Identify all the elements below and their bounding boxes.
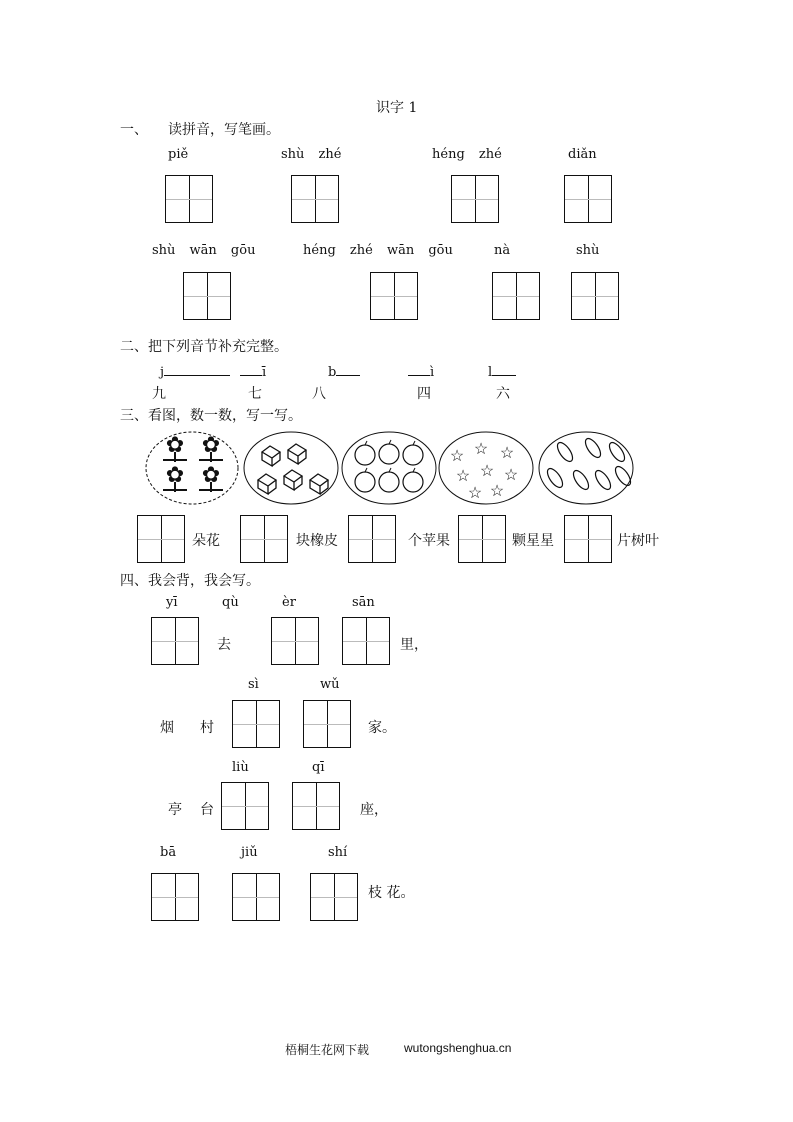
writing-box[interactable]: [165, 175, 213, 223]
writing-box[interactable]: [232, 700, 280, 748]
syllable-prefix: j: [160, 365, 165, 380]
section2-heading: 二、把下列音节补充完整。: [120, 339, 288, 355]
leaf-icon: [545, 466, 566, 490]
page-title: 识字 1: [376, 100, 418, 116]
syllable-blank[interactable]: [328, 363, 360, 380]
star-icon: ☆: [473, 439, 489, 458]
section1-number: 一、: [120, 122, 148, 138]
hanzi-char: 九: [152, 386, 166, 402]
hanzi-char: 八: [312, 386, 326, 402]
pinyin-label: qù: [222, 595, 239, 610]
flower-icon: ✿: [201, 463, 221, 488]
star-icon: ☆: [489, 481, 505, 500]
apple-stem: [413, 468, 415, 472]
syllable-blank[interactable]: [240, 363, 266, 380]
writing-box[interactable]: [571, 272, 619, 320]
poem-text: 烟: [160, 720, 174, 736]
hanzi-char: 七: [248, 386, 262, 402]
syllable-blank[interactable]: [160, 363, 230, 380]
count-box[interactable]: [458, 515, 506, 563]
writing-box[interactable]: [310, 873, 358, 921]
apple-stem: [413, 441, 415, 445]
syllable-blank[interactable]: [408, 363, 434, 380]
pinyin-label: liù: [232, 760, 249, 775]
count-label: 个苹果: [408, 533, 450, 549]
writing-box[interactable]: [271, 617, 319, 665]
writing-box[interactable]: [303, 700, 351, 748]
count-label: 朵花: [192, 533, 220, 549]
writing-box[interactable]: [291, 175, 339, 223]
writing-box[interactable]: [492, 272, 540, 320]
apple-icon: [355, 472, 375, 492]
pinyin-label: shù wān gōu: [152, 243, 256, 258]
eraser-icon: [284, 470, 302, 490]
flowers-picture: [143, 430, 241, 506]
star-icon: ☆: [455, 466, 471, 485]
pinyin-label: èr: [282, 595, 296, 610]
pinyin-label: shù zhé: [281, 147, 342, 162]
footer-site-name: 梧桐生花网下载: [285, 1043, 370, 1057]
count-box[interactable]: [348, 515, 396, 563]
leaf-icon: [571, 468, 592, 492]
pinyin-label: bā: [160, 845, 177, 860]
pinyin-label: sān: [352, 595, 375, 610]
pinyin-label: nà: [494, 243, 511, 258]
apple-stem: [389, 468, 391, 472]
pinyin-label: yī: [166, 595, 178, 610]
section1-heading: 读拼音，写笔画。: [168, 122, 280, 138]
erasers-picture: [242, 430, 340, 506]
apple-stem: [365, 441, 367, 445]
star-icon: ☆: [449, 446, 465, 465]
poem-text: 里，: [400, 637, 428, 653]
flower-icon: ✿: [165, 433, 185, 458]
apple-icon: [355, 445, 375, 465]
poem-text: 家。: [368, 720, 396, 736]
pinyin-label: sì: [248, 677, 259, 692]
poem-text: 村: [200, 720, 214, 736]
poem-text: 座，: [360, 802, 388, 818]
pinyin-label: piě: [168, 147, 189, 162]
count-box[interactable]: [137, 515, 185, 563]
pinyin-label: qī: [312, 760, 325, 775]
count-label: 颗星星: [512, 533, 554, 549]
pinyin-label: shí: [328, 845, 348, 860]
syllable-suffix: ì: [430, 365, 435, 380]
writing-box[interactable]: [183, 272, 231, 320]
section3-heading: 三、看图，数一数，写一写。: [120, 408, 302, 424]
syllable-prefix: l: [488, 365, 493, 380]
star-icon: ☆: [499, 443, 515, 462]
leaves-picture: [537, 430, 635, 506]
apple-icon: [379, 472, 399, 492]
eraser-icon: [262, 446, 280, 466]
count-label: 块橡皮: [296, 533, 338, 549]
syllable-suffix: ī: [262, 365, 267, 380]
writing-box[interactable]: [564, 175, 612, 223]
writing-box[interactable]: [221, 782, 269, 830]
flower-icon: ✿: [201, 433, 221, 458]
flower-icon: ✿: [165, 463, 185, 488]
writing-box[interactable]: [370, 272, 418, 320]
writing-box[interactable]: [342, 617, 390, 665]
star-icon: ☆: [503, 465, 519, 484]
count-box[interactable]: [240, 515, 288, 563]
pinyin-label: shù: [576, 243, 600, 258]
eraser-icon: [258, 474, 276, 494]
apple-stem: [365, 468, 367, 472]
leaf-icon: [613, 464, 634, 488]
syllable-prefix: b: [328, 365, 337, 380]
apples-picture: [340, 430, 438, 506]
syllable-blank[interactable]: [488, 363, 516, 380]
pinyin-label: diǎn: [568, 147, 597, 162]
writing-box[interactable]: [232, 873, 280, 921]
apple-icon: [379, 444, 399, 464]
writing-box[interactable]: [151, 873, 199, 921]
writing-box[interactable]: [451, 175, 499, 223]
pinyin-label: wǔ: [320, 677, 340, 692]
apple-stem: [389, 440, 391, 444]
pinyin-label: héng zhé wān gōu: [303, 243, 453, 258]
footer-url[interactable]: wutongshenghua.cn: [404, 1041, 512, 1055]
section4-heading: 四、我会背，我会写。: [120, 573, 260, 589]
pinyin-label: héng zhé: [432, 147, 502, 162]
count-box[interactable]: [564, 515, 612, 563]
eraser-icon: [310, 474, 328, 494]
stars-picture: [437, 430, 535, 506]
hanzi-char: 四: [417, 386, 431, 402]
eraser-icons: [258, 444, 328, 494]
poem-text: 枝 花。: [368, 885, 415, 901]
writing-box[interactable]: [292, 782, 340, 830]
flower-icons: [163, 433, 223, 492]
leaf-icon: [607, 440, 628, 464]
star-icon: ☆: [479, 461, 495, 480]
star-icons: [450, 439, 518, 502]
eraser-icon: [288, 444, 306, 464]
poem-text: 台: [200, 802, 214, 818]
apple-icon: [403, 472, 423, 492]
writing-box[interactable]: [151, 617, 199, 665]
leaf-icon: [555, 440, 576, 464]
leaf-icon: [593, 468, 614, 492]
poem-text: 去: [217, 637, 231, 653]
pinyin-label: jiǔ: [241, 845, 258, 860]
star-icon: ☆: [467, 483, 483, 502]
count-label: 片树叶: [617, 533, 659, 549]
leaf-icon: [583, 436, 604, 460]
hanzi-char: 六: [496, 386, 510, 402]
poem-text: 亭: [168, 802, 182, 818]
apple-icons: [355, 440, 423, 492]
apple-icon: [403, 445, 423, 465]
leaf-icons: [545, 436, 634, 492]
